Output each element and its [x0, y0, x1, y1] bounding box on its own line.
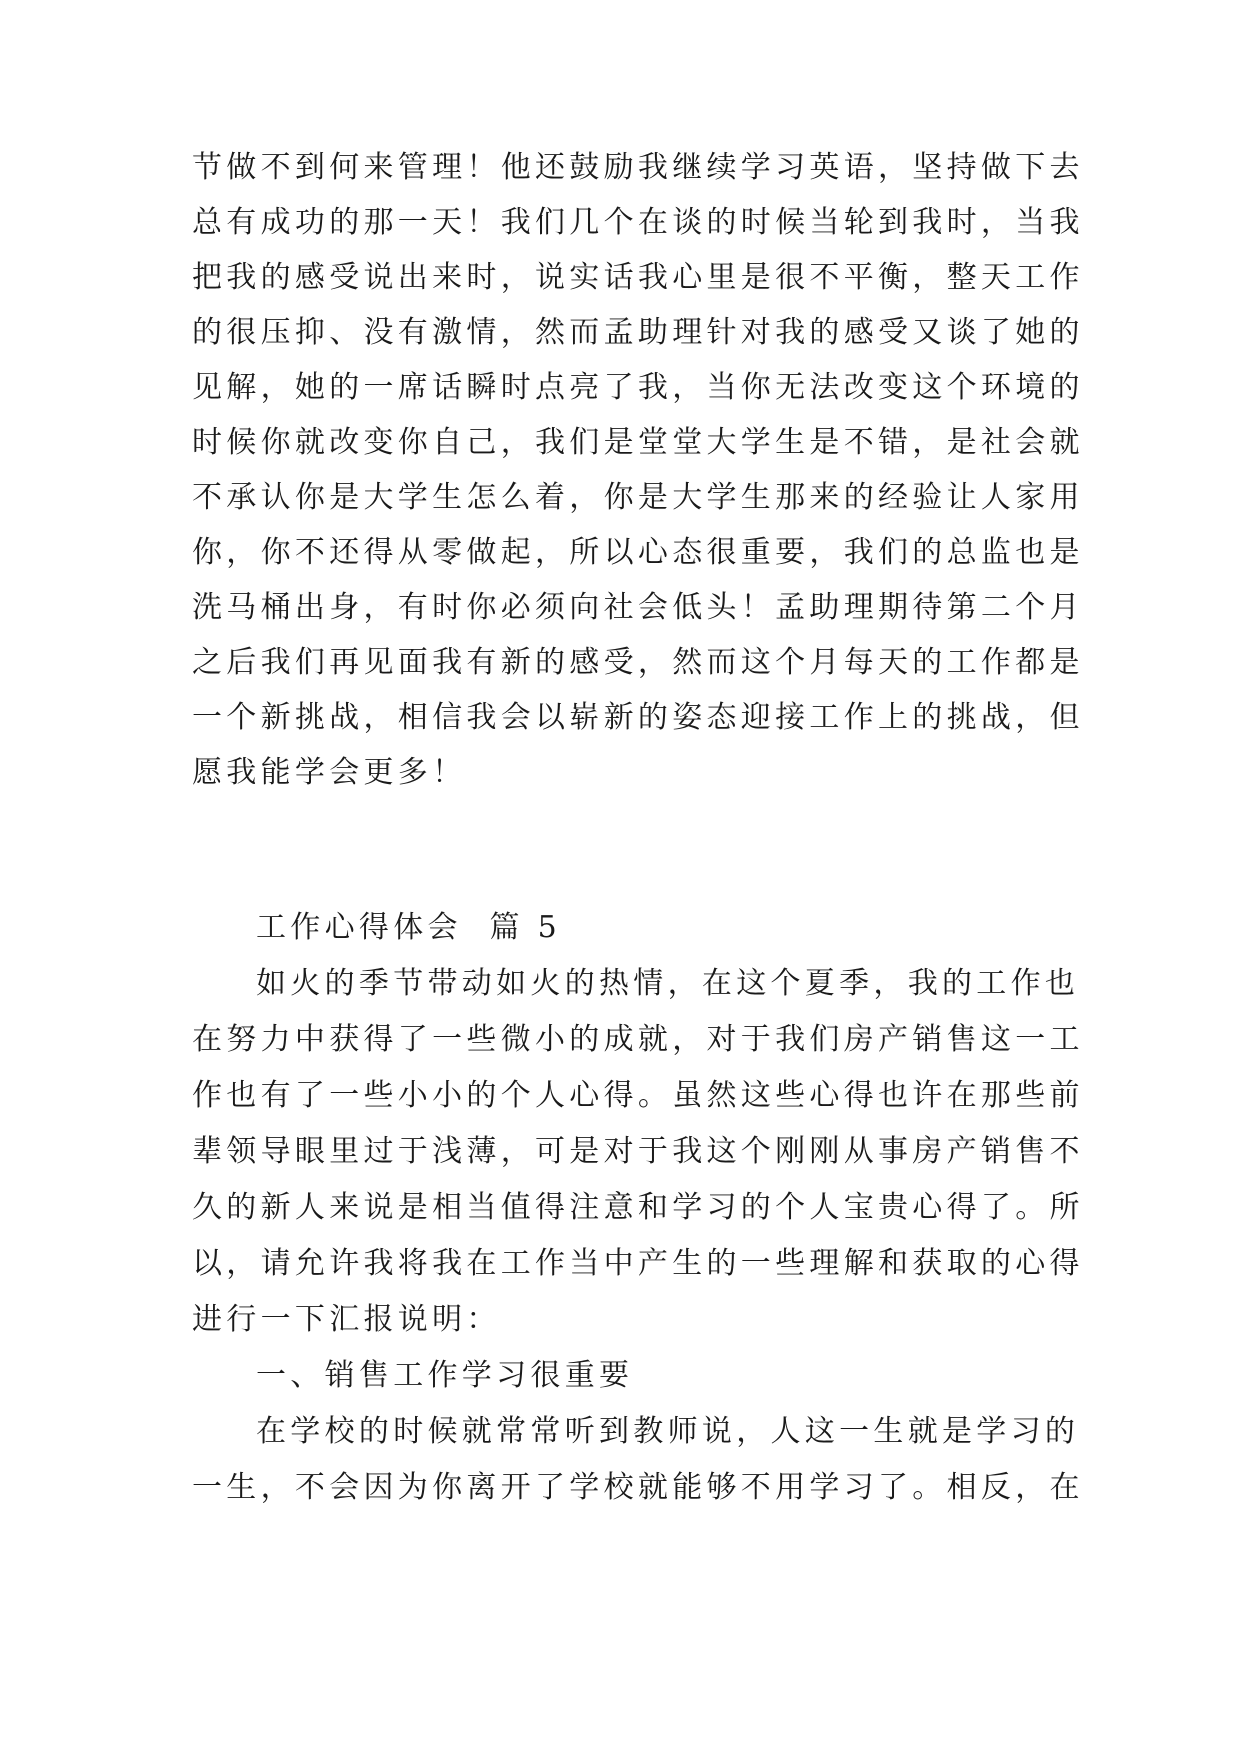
text-line: 一个新挑战，相信我会以崭新的姿态迎接工作上的挑战，但 — [192, 700, 1084, 735]
text-line: 时候你就改变你自己，我们是堂堂大学生是不错，是社会就 — [192, 425, 1084, 460]
text-line: 辈领导眼里过于浅薄，可是对于我这个刚刚从事房产销售不 — [192, 1134, 1084, 1169]
text-line: 之后我们再见面我有新的感受，然而这个月每天的工作都是 — [192, 645, 1084, 680]
text-line: 洗马桶出身，有时你必须向社会低头！孟助理期待第二个月 — [192, 590, 1084, 625]
section-heading: 工作心得体会 篇 5 — [256, 910, 561, 945]
text-line: 进行一下汇报说明： — [192, 1302, 501, 1337]
text-line: 把我的感受说出来时，说实话我心里是很不平衡，整天工作 — [192, 260, 1084, 295]
text-line: 一生，不会因为你离开了学校就能够不用学习了。相反，在 — [192, 1470, 1084, 1505]
text-line: 见解，她的一席话瞬时点亮了我，当你无法改变这个环境的 — [192, 370, 1084, 405]
text-line: 以，请允许我将我在工作当中产生的一些理解和获取的心得 — [192, 1246, 1084, 1281]
text-line: 作也有了一些小小的个人心得。虽然这些心得也许在那些前 — [192, 1078, 1084, 1113]
sub-heading: 一、销售工作学习很重要 — [256, 1358, 634, 1393]
text-line: 在努力中获得了一些微小的成就，对于我们房产销售这一工 — [192, 1022, 1084, 1057]
text-line: 愿我能学会更多！ — [192, 755, 467, 790]
text-line: 总有成功的那一天！我们几个在谈的时候当轮到我时，当我 — [192, 205, 1084, 240]
text-line: 在学校的时候就常常听到教师说，人这一生就是学习的 — [256, 1414, 1080, 1449]
text-line: 节做不到何来管理！他还鼓励我继续学习英语，坚持做下去 — [192, 150, 1084, 185]
text-line: 如火的季节带动如火的热情，在这个夏季，我的工作也 — [256, 966, 1080, 1001]
text-line: 的很压抑、没有激情，然而孟助理针对我的感受又谈了她的 — [192, 315, 1084, 350]
text-line: 你，你不还得从零做起，所以心态很重要，我们的总监也是 — [192, 535, 1084, 570]
text-line: 久的新人来说是相当值得注意和学习的个人宝贵心得了。所 — [192, 1190, 1084, 1225]
text-line: 不承认你是大学生怎么着，你是大学生那来的经验让人家用 — [192, 480, 1084, 515]
